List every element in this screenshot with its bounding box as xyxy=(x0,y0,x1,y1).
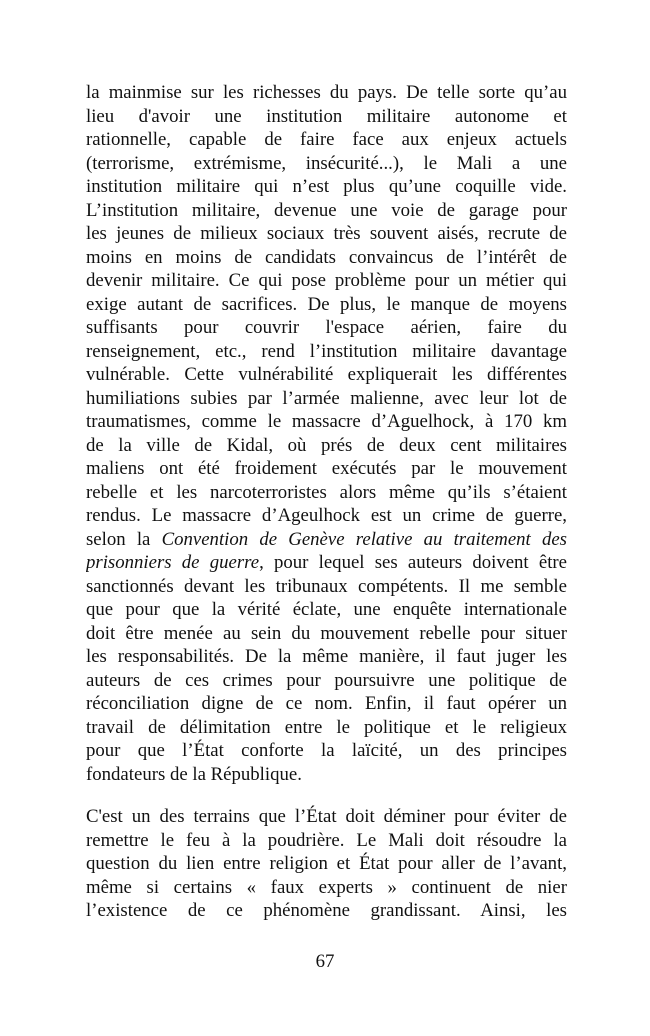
text-line xyxy=(86,716,567,740)
text-segment: humiliations subies par l’armée malienne, avec leur lot de xyxy=(86,387,567,409)
text-line xyxy=(86,805,567,829)
text-segment: , pour lequel ses auteurs doivent être xyxy=(259,552,567,573)
text-line xyxy=(86,829,567,853)
text-segment: institution militaire qui n’est plus qu’une coquille vide. xyxy=(86,176,567,197)
body-paragraph-2 xyxy=(86,805,567,923)
italic-title-text: Convention de Genève relative au traitement des xyxy=(161,528,567,550)
text-segment: devenir militaire. Ce qui pose problème pour un métier qui xyxy=(86,270,567,291)
text-line xyxy=(86,852,567,876)
text-segment: les responsabilités. De la même manière, il faut juger les xyxy=(86,646,567,667)
text-segment: doit être menée au sein du mouvement rebelle pour situer xyxy=(86,622,567,644)
text-segment: maliens ont été froidement exécutés par le mouvement xyxy=(86,458,567,479)
text-segment: lieu d'avoir une institution militaire autonome et xyxy=(86,105,567,127)
text-segment: pour que l’État conforte la laïcité, un des principes xyxy=(86,740,567,761)
text-segment: même si certains « faux experts » continuent de nier xyxy=(86,876,567,898)
text-segment: réconciliation digne de ce nom. Enfin, il faut opérer un xyxy=(86,693,567,714)
text-line xyxy=(86,434,567,458)
text-line xyxy=(86,481,567,505)
text-line xyxy=(86,551,567,575)
text-segment: (terrorisme, extrémisme, insécurité...), le Mali a une xyxy=(86,152,567,174)
text-segment: de la ville de Kidal, où prés de deux cent militaires xyxy=(86,434,567,456)
page-number: 67 xyxy=(315,951,335,972)
text-line xyxy=(86,504,567,528)
text-line xyxy=(86,81,567,105)
text-segment: renseignement, etc., rend l’institution militaire davantage xyxy=(86,340,567,362)
text-line xyxy=(86,316,567,340)
italic-title-text: prisonniers de guerre xyxy=(86,552,260,573)
text-segment: la mainmise sur les richesses du pays. De telle sorte qu’au xyxy=(86,82,567,103)
text-line xyxy=(86,387,567,411)
text-segment: selon la xyxy=(86,528,162,550)
text-segment: question du lien entre religion et État pour aller de l’avant, xyxy=(86,853,567,874)
text-line xyxy=(86,622,567,646)
text-line xyxy=(86,876,567,900)
text-segment: L’institution militaire, devenue une voie de garage pour xyxy=(86,199,567,221)
text-line xyxy=(86,340,567,364)
text-segment: rationnelle, capable de faire face aux enjeux actuels xyxy=(86,129,567,150)
text-segment: traumatismes, comme le massacre d’Aguelhock, à 170 km xyxy=(86,411,567,432)
text-line xyxy=(86,575,567,599)
text-segment: exige autant de sacrifices. De plus, le manque de moyens xyxy=(86,293,567,315)
text-segment: rendus. Le massacre d’Ageulhock est un crime de guerre, xyxy=(86,505,567,526)
text-line xyxy=(86,269,567,293)
text-segment: sanctionnés devant les tribunaux compétents. Il me semble xyxy=(86,575,567,597)
text-line xyxy=(86,763,567,787)
text-line xyxy=(86,645,567,669)
text-line xyxy=(86,739,567,763)
text-line xyxy=(86,222,567,246)
text-line xyxy=(86,410,567,434)
text-line xyxy=(86,598,567,622)
text-line xyxy=(86,293,567,317)
text-line xyxy=(86,692,567,716)
text-line xyxy=(86,199,567,223)
text-segment: suffisants pour couvrir l'espace aérien, faire du xyxy=(86,317,567,338)
text-line xyxy=(86,246,567,270)
text-line xyxy=(86,457,567,481)
body-paragraph-1 xyxy=(86,81,567,786)
text-segment: vulnérable. Cette vulnérabilité expliquerait les différentes xyxy=(86,364,567,385)
text-line xyxy=(86,899,567,923)
text-segment: que pour que la vérité éclate, une enquête internationale xyxy=(86,599,567,620)
text-segment: travail de délimitation entre le politique et le religieux xyxy=(86,716,567,738)
text-segment: remettre le feu à la poudrière. Le Mali doit résoudre la xyxy=(86,829,567,851)
text-segment: C'est un des terrains que l’État doit déminer pour éviter de xyxy=(86,806,567,827)
text-segment: l’existence de ce phénomène grandissant. Ainsi, les xyxy=(86,900,567,921)
text-segment: les jeunes de milieux sociaux très souvent aisés, recrute de xyxy=(86,223,567,244)
text-line xyxy=(86,152,567,176)
text-line xyxy=(86,528,567,552)
text-segment: fondateurs de la République. xyxy=(86,763,302,785)
text-line xyxy=(86,128,567,152)
text-line xyxy=(86,363,567,387)
text-segment: auteurs de ces crimes pour poursuivre une politique de xyxy=(86,669,567,691)
text-segment: rebelle et les narcoterroristes alors même qu’ils s’étaient xyxy=(86,481,567,503)
text-line xyxy=(86,105,567,129)
text-segment: moins en moins de candidats convaincus de l’intérêt de xyxy=(86,246,567,268)
text-line xyxy=(86,175,567,199)
text-line xyxy=(86,669,567,693)
